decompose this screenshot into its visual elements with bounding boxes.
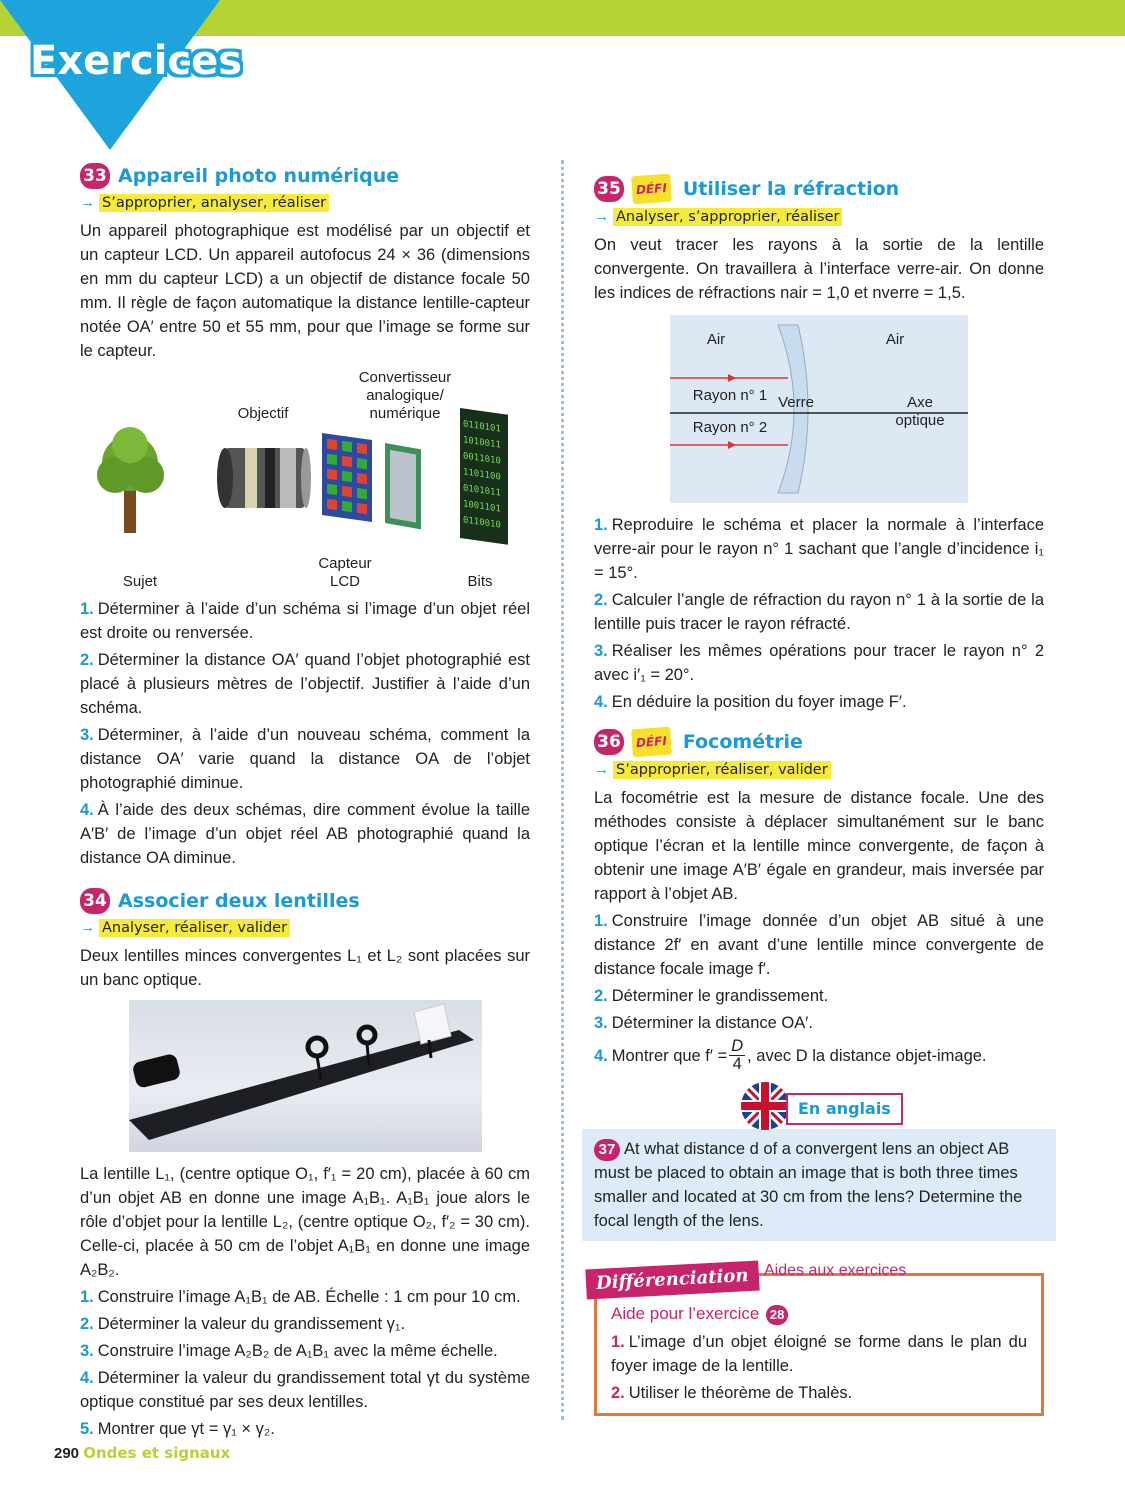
uk-flag-icon bbox=[740, 1081, 790, 1131]
question-number: 3. bbox=[594, 642, 608, 660]
question-text: Construire l’image A₂B₂ de A₁B₁ avec la même échelle. bbox=[97, 1342, 498, 1360]
aide-number: 28 bbox=[766, 1305, 788, 1325]
differenciation-panel bbox=[594, 1262, 1044, 1416]
svg-text:1001101: 1001101 bbox=[463, 499, 501, 515]
question bbox=[80, 1312, 530, 1336]
exercise-number: 35 bbox=[594, 176, 624, 202]
question bbox=[594, 690, 1044, 714]
question bbox=[594, 588, 1044, 636]
arrow-icon: → bbox=[80, 919, 95, 936]
question-text: Calculer l’angle de réfraction du rayon n° 1 à la sortie de la lentille puis tracer le rayon réfracté. bbox=[594, 591, 1044, 633]
exercise-34-title bbox=[80, 888, 530, 914]
aide-item bbox=[611, 1381, 1027, 1405]
question bbox=[80, 1417, 530, 1441]
label-rayon-1: Rayon n° 1 bbox=[692, 387, 768, 404]
fraction bbox=[729, 1038, 745, 1073]
svg-text:0110010: 0110010 bbox=[463, 515, 501, 531]
skills bbox=[594, 205, 1044, 229]
skills-text: S’approprier, réaliser, valider bbox=[613, 761, 831, 779]
question bbox=[80, 648, 530, 720]
exercise-33-questions bbox=[80, 597, 530, 870]
bits-icon bbox=[460, 408, 508, 545]
exercise-33-title bbox=[80, 163, 530, 189]
skills bbox=[594, 758, 1044, 782]
question-number: 4. bbox=[594, 693, 608, 711]
aide-item-number: 1. bbox=[611, 1333, 625, 1351]
question-text: Déterminer à l’aide d’un schéma si l’image d’un objet réel est droite ou renversée. bbox=[80, 600, 530, 642]
question-text: Construire l’image A₁B₁ de AB. Échelle : 1 cm pour 10 cm. bbox=[97, 1288, 521, 1306]
refraction-diagram bbox=[670, 315, 968, 503]
question-text: Reproduire le schéma et placer la normale à l’interface verre-air pour le rayon n° 1 sachant que l’angle d’incidence i₁ = 15°. bbox=[594, 516, 1044, 582]
question-text-end: , avec D la distance objet-image. bbox=[747, 1046, 987, 1065]
optical-bench-svg bbox=[129, 1000, 482, 1152]
question bbox=[80, 1366, 530, 1414]
question-text: Déterminer, à l’aide d’un nouveau schéma, comment la distance OA′ varie quand la distance OA de l’objet photographié diminue. bbox=[80, 726, 530, 792]
skills-text: Analyser, s’approprier, réaliser bbox=[613, 208, 842, 226]
aide-item-text: L’image d’un objet éloigné se forme dans le plan du foyer image de la lentille. bbox=[611, 1333, 1027, 1375]
question-number: 2. bbox=[80, 651, 94, 669]
aide-item-number: 2. bbox=[611, 1384, 625, 1402]
tree-icon bbox=[97, 427, 164, 533]
label-verre: Verre bbox=[778, 394, 814, 411]
exercise-intro: La focométrie est la mesure de distance focale. Une des méthodes consiste à déplacer simultanément sur le banc optique l’écran et la lentille mince convergente, de façon à obtenir une image A′B′ égale en grandeur, mais inversée par rapport à l’objet AB. bbox=[594, 789, 1044, 903]
question-number: 3. bbox=[80, 726, 94, 744]
svg-text:0011010: 0011010 bbox=[463, 451, 501, 467]
arrow-icon: → bbox=[594, 761, 609, 778]
label-air-right: Air bbox=[885, 331, 905, 348]
camera-diagram bbox=[80, 363, 530, 593]
question bbox=[80, 1285, 530, 1309]
label-air-left: Air bbox=[706, 331, 726, 348]
question-text: Montrer que γt = γ₁ × γ₂. bbox=[97, 1420, 275, 1438]
section-name: Ondes et signaux bbox=[83, 1444, 231, 1462]
question-text: Réaliser les mêmes opérations pour tracer le rayon n° 2 avec i′₁ = 20°. bbox=[594, 642, 1044, 684]
question-number: 4. bbox=[594, 1046, 608, 1065]
skills bbox=[80, 916, 530, 940]
exercise-intro: On veut tracer les rayons à la sortie de la lentille convergente. On travaillera à l’interface verre-air. On donne les indices de réfractions nair = 1,0 et nverre = 1,5. bbox=[594, 236, 1044, 302]
arrow-icon: → bbox=[594, 208, 609, 225]
differenciation-tag: Différenciation bbox=[585, 1261, 759, 1300]
lcd-sensor-icon bbox=[322, 433, 372, 522]
label-bits: Bits bbox=[467, 573, 493, 590]
objective-lens-icon bbox=[217, 448, 311, 508]
fraction-denominator: 4 bbox=[732, 1055, 742, 1073]
question-text: Déterminer la valeur du grandissement total γt du système optique constitué par ses deux lentilles. bbox=[80, 1369, 530, 1411]
question-text: Construire l’image donnée d’un objet AB situé à une distance 2f′ en avant d’une lentille mince convergente de distance focale image f′. bbox=[594, 912, 1044, 978]
question-number: 3. bbox=[80, 1342, 94, 1360]
question-text: Déterminer la valeur du grandissement γ₁. bbox=[97, 1315, 406, 1333]
question-number: 5. bbox=[80, 1420, 94, 1438]
question-number: 4. bbox=[80, 801, 94, 819]
label-objectif: Objectif bbox=[237, 405, 289, 422]
exercise-36-questions bbox=[594, 909, 1044, 1073]
right-column bbox=[594, 175, 1044, 1416]
question-text: Déterminer le grandissement. bbox=[611, 987, 829, 1005]
exercise-35-questions bbox=[594, 513, 1044, 714]
exercise-body: La lentille L₁, (centre optique O₁, f′₁ = 20 cm), placée à 60 cm d’un objet AB en donne une image A₁B₁. A₁B₁ joue alors le rôle d’objet pour la lentille L₂, (centre optique O₂, f′₂ = 30 cm). Celle-ci, placée à 50 cm de l’objet A₁B₁ en donne une image A₂B₂. bbox=[80, 1165, 530, 1279]
fraction-numerator: D bbox=[731, 1037, 744, 1055]
question-number: 1. bbox=[594, 516, 608, 534]
question-number: 1. bbox=[80, 1288, 94, 1306]
question-number: 2. bbox=[594, 591, 608, 609]
exercise-intro: Deux lentilles minces convergentes L₁ et L₂ sont placées sur un banc optique. bbox=[80, 947, 530, 989]
exercise-37-box bbox=[582, 1129, 1056, 1241]
defi-badge: DÉFI bbox=[631, 727, 672, 758]
label-axe-optique: Axe optique bbox=[895, 394, 945, 429]
exercise-number: 36 bbox=[594, 729, 624, 755]
question-number: 1. bbox=[80, 600, 94, 618]
exercise-title-text: Utiliser la réfraction bbox=[682, 178, 900, 200]
svg-text:0101011: 0101011 bbox=[463, 483, 501, 499]
question-number: 4. bbox=[80, 1369, 94, 1387]
aide-title bbox=[611, 1302, 1027, 1326]
exercise-title-text: Appareil photo numérique bbox=[118, 165, 400, 187]
column-divider bbox=[561, 160, 564, 1420]
page-number: 290 bbox=[54, 1445, 80, 1462]
label-convertisseur: Convertisseur analogique/ numérique bbox=[358, 369, 452, 422]
optical-bench-photo bbox=[129, 1000, 482, 1152]
svg-text:1010011: 1010011 bbox=[463, 435, 501, 451]
exercise-34-questions bbox=[80, 1285, 530, 1441]
svg-text:0110101: 0110101 bbox=[463, 419, 501, 435]
question bbox=[594, 513, 1044, 585]
aides-label: Aides aux exercices bbox=[764, 1262, 907, 1279]
question-text: À l’aide des deux schémas, dire comment évolue la taille A′B′ de l’image d’un objet réel AB photographié quand la distance OA diminue. bbox=[80, 801, 530, 867]
question-number: 2. bbox=[594, 987, 608, 1005]
exercise-number: 37 bbox=[594, 1139, 620, 1161]
label-sujet: Sujet bbox=[122, 573, 158, 590]
left-column bbox=[80, 163, 530, 1441]
question-number: 3. bbox=[594, 1014, 608, 1032]
skills bbox=[80, 191, 530, 215]
question-number: 2. bbox=[80, 1315, 94, 1333]
label-rayon-2: Rayon n° 2 bbox=[692, 419, 768, 436]
aide-title-text: Aide pour l’exercice bbox=[611, 1304, 760, 1323]
aide-item bbox=[611, 1330, 1027, 1378]
exercise-title-text: Associer deux lentilles bbox=[118, 890, 360, 912]
english-header bbox=[594, 1079, 1044, 1129]
question bbox=[80, 1339, 530, 1363]
arrow-icon: → bbox=[80, 194, 95, 211]
question bbox=[80, 597, 530, 645]
question bbox=[594, 1038, 1044, 1073]
question-text: Déterminer la distance OA′. bbox=[611, 1014, 813, 1032]
question-text: En déduire la position du foyer image F′. bbox=[611, 693, 907, 711]
converter-icon bbox=[385, 443, 421, 529]
question bbox=[80, 798, 530, 870]
question bbox=[594, 984, 1044, 1008]
question-text: Déterminer la distance OA′ quand l’objet photographié est placé à plusieurs mètres de l’objectif. Justifier à l’aide d’un schéma. bbox=[80, 651, 530, 717]
exercise-number: 33 bbox=[80, 163, 110, 189]
exercise-37-text: At what distance d of a convergent lens an object AB must be placed to obtain an image that is both three times smaller and located at 30 cm from the lens? Determine the focal length of the lens. bbox=[594, 1140, 1023, 1230]
exercise-title-text: Focométrie bbox=[682, 731, 803, 753]
english-label: En anglais bbox=[786, 1093, 903, 1125]
aide-item-text: Utiliser le théorème de Thalès. bbox=[628, 1384, 853, 1402]
defi-badge: DÉFI bbox=[631, 174, 672, 205]
question bbox=[594, 909, 1044, 981]
page-footer bbox=[54, 1444, 230, 1462]
exercise-number: 34 bbox=[80, 888, 110, 914]
question-number: 1. bbox=[594, 912, 608, 930]
question bbox=[594, 639, 1044, 687]
page-title: Exercices bbox=[30, 38, 243, 84]
exercise-35-title bbox=[594, 175, 1044, 203]
skills-text: S’approprier, analyser, réaliser bbox=[99, 194, 329, 212]
question bbox=[594, 1011, 1044, 1035]
skills-text: Analyser, réaliser, valider bbox=[99, 919, 290, 937]
question bbox=[80, 723, 530, 795]
question-text: Montrer que f′ = bbox=[611, 1046, 728, 1065]
exercise-36-title bbox=[594, 728, 1044, 756]
label-capteur: Capteur LCD bbox=[318, 555, 372, 590]
svg-text:1101100: 1101100 bbox=[463, 467, 501, 483]
exercise-intro: Un appareil photographique est modélisé par un objectif et un capteur LCD. Un appareil autofocus 24 × 36 (dimensions en mm du capteur LCD) a un objectif de distance focale 50 mm. Il règle de façon automatique la distance lentille-capteur notée OA′ entre 50 et 55 mm, pour que l’image se forme sur le capteur. bbox=[80, 222, 530, 360]
